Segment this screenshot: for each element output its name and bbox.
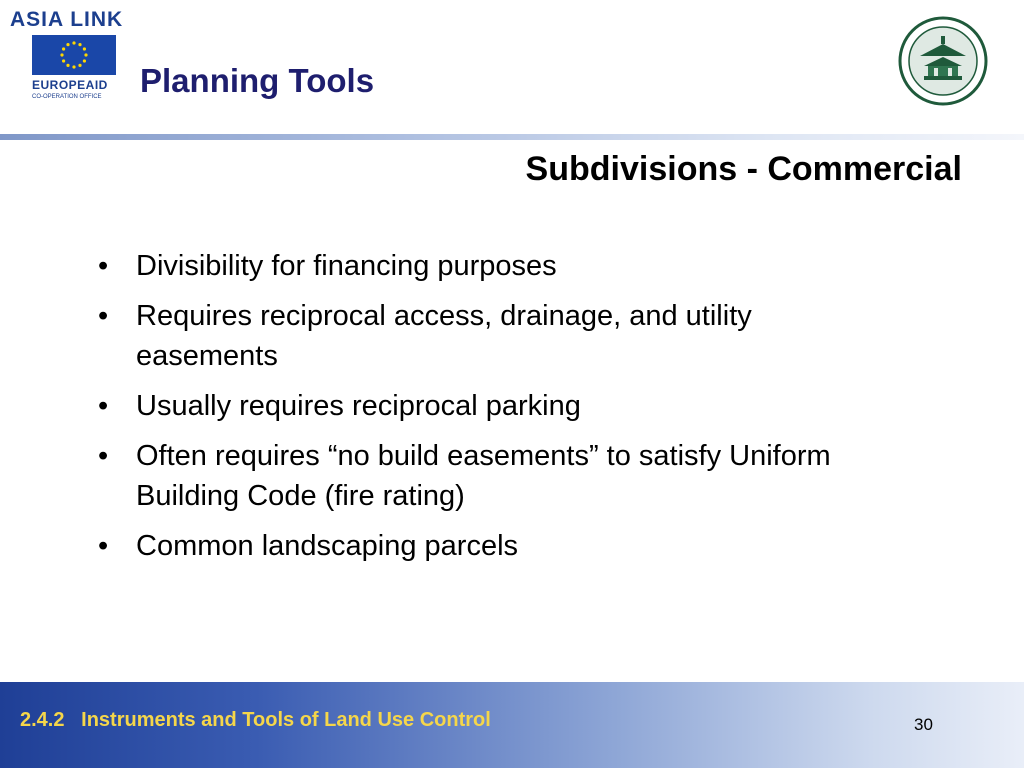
asia-link-logo (4, 8, 138, 108)
header-divider (0, 134, 1024, 140)
europeaid-wordmark: EUROPEAID (32, 78, 108, 92)
bullet-item (96, 246, 896, 286)
footer-bar (0, 682, 1024, 768)
bullet-icon: • (98, 440, 109, 472)
eu-stars-icon (32, 35, 116, 75)
section-title: Instruments and Tools of Land Use Control (81, 709, 491, 731)
slide-subtitle: Subdivisions - Commercial (525, 150, 962, 188)
cooperation-office-label: CO-OPERATION OFFICE (32, 94, 102, 100)
bullet-icon: • (98, 390, 109, 422)
page-number: 30 (914, 715, 933, 734)
bullet-text: Common landscaping parcels (136, 530, 519, 562)
bullet-icon: • (98, 300, 109, 332)
bullet-text: Often requires “no build easements” to satisfy Uniform Building Code (fire rating) (136, 440, 831, 512)
slide-title: Planning Tools (140, 62, 375, 99)
bullet-text: Usually requires reciprocal parking (136, 390, 581, 422)
asia-link-wordmark: ASIA LINK (10, 8, 124, 31)
bullet-icon: • (98, 530, 109, 562)
eu-flag-icon (32, 35, 116, 75)
bullet-icon: • (98, 250, 109, 282)
bullet-item (96, 526, 896, 566)
footer-section-label (20, 709, 491, 732)
section-number: 2.4.2 (20, 709, 65, 731)
university-seal-icon (898, 16, 988, 106)
bullet-list (96, 246, 896, 576)
bullet-item (96, 436, 896, 516)
bullet-text: Divisibility for financing purposes (136, 250, 557, 282)
bullet-item (96, 386, 896, 426)
bullet-text: Requires reciprocal access, drainage, and utility easements (136, 300, 752, 372)
bullet-item (96, 296, 896, 376)
